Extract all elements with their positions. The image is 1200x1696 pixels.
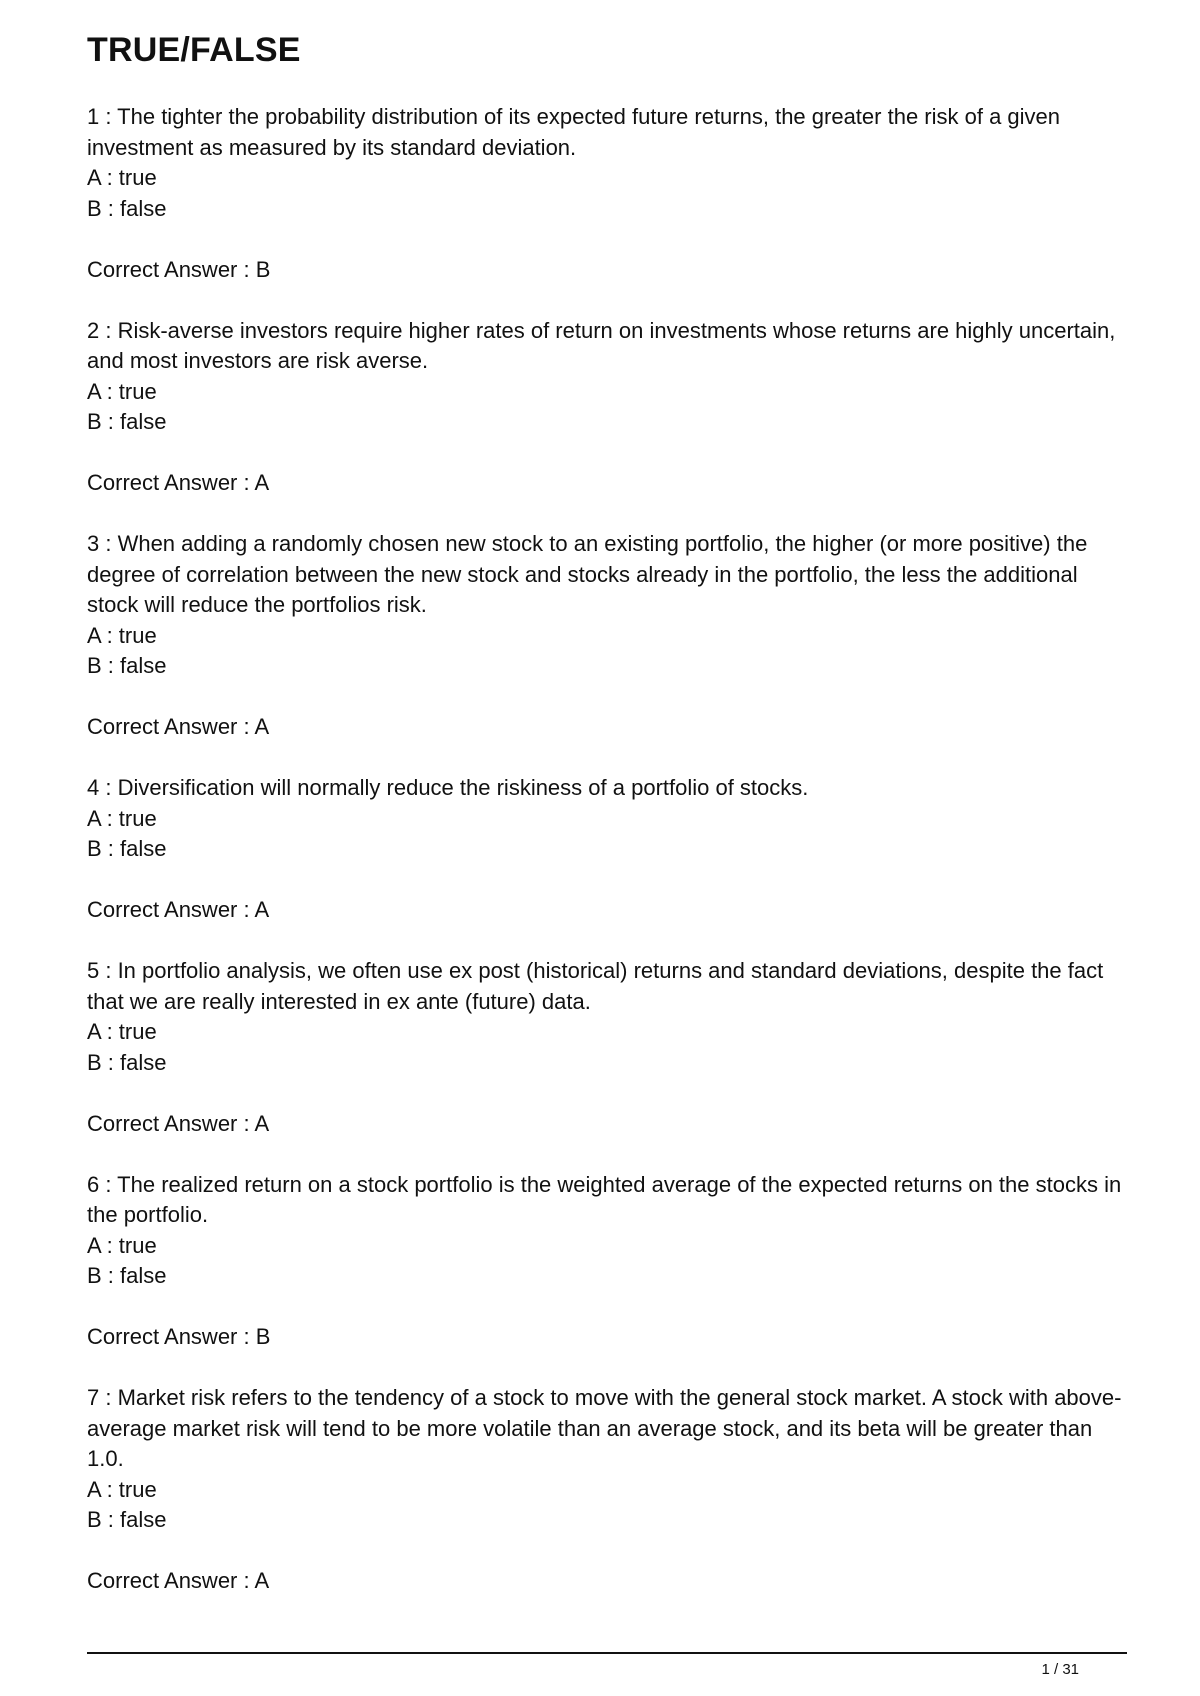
correct-answer: Correct Answer : A <box>87 1568 270 1593</box>
page-number: 1 / 31 <box>1041 1661 1079 1678</box>
option-a: A : true <box>87 1019 157 1044</box>
question-2 <box>87 316 1127 499</box>
option-a: A : true <box>87 1232 157 1258</box>
option-a: A : true <box>87 622 157 648</box>
correct-answer: Correct Answer : A <box>87 470 270 495</box>
page-title: TRUE/FALSE <box>87 31 301 69</box>
option-a: A : true <box>87 165 157 190</box>
option-b: B : false <box>87 195 167 221</box>
option-a: A : true <box>87 1476 157 1502</box>
correct-answer: Correct Answer : A <box>87 714 270 739</box>
correct-answer: Correct Answer : B <box>87 1324 271 1349</box>
question-3 <box>87 529 1127 743</box>
option-b: B : false <box>87 836 167 861</box>
option-a: A : true <box>87 378 157 404</box>
question-4 <box>87 773 1127 926</box>
question-list <box>87 102 1127 1627</box>
correct-answer: Correct Answer : B <box>87 256 271 282</box>
option-b: B : false <box>87 653 167 678</box>
question-7 <box>87 1383 1127 1597</box>
question-text: 5 : In portfolio analysis, we often use ex post (historical) returns and standard deviations, despite the fact that we are really interested in ex ante (future) data. <box>87 958 1104 1014</box>
correct-answer: Correct Answer : A <box>87 1110 270 1136</box>
option-a: A : true <box>87 805 157 831</box>
question-5 <box>87 956 1127 1139</box>
correct-answer: Correct Answer : A <box>87 897 270 922</box>
question-text: 1 : The tighter the probability distribution of its expected future returns, the greater the risk of a given investment as measured by its standard deviation. <box>87 104 1061 160</box>
question-text: 6 : The realized return on a stock portfolio is the weighted average of the expected returns on the stocks in the portfolio. <box>87 1171 1122 1227</box>
option-b: B : false <box>87 409 167 434</box>
question-text: 4 : Diversification will normally reduce the riskiness of a portfolio of stocks. <box>87 775 809 800</box>
question-text: 7 : Market risk refers to the tendency of a stock to move with the general stock market. A stock with above-average market risk will tend to be more volatile than an average stock, and its beta will be greater than 1.0. <box>87 1385 1122 1471</box>
question-1 <box>87 102 1127 285</box>
footer-divider <box>87 1652 1127 1654</box>
question-text: 2 : Risk-averse investors require higher rates of return on investments whose returns are highly uncertain, and most investors are risk averse. <box>87 317 1116 373</box>
question-text: 3 : When adding a randomly chosen new stock to an existing portfolio, the higher (or more positive) the degree of correlation between the new stock and stocks already in the portfolio, the less the additional stock will reduce the portfolios risk. <box>87 531 1088 617</box>
question-6 <box>87 1170 1127 1353</box>
option-b: B : false <box>87 1049 167 1075</box>
option-b: B : false <box>87 1263 167 1288</box>
document-page <box>87 0 1127 1696</box>
option-b: B : false <box>87 1507 167 1532</box>
